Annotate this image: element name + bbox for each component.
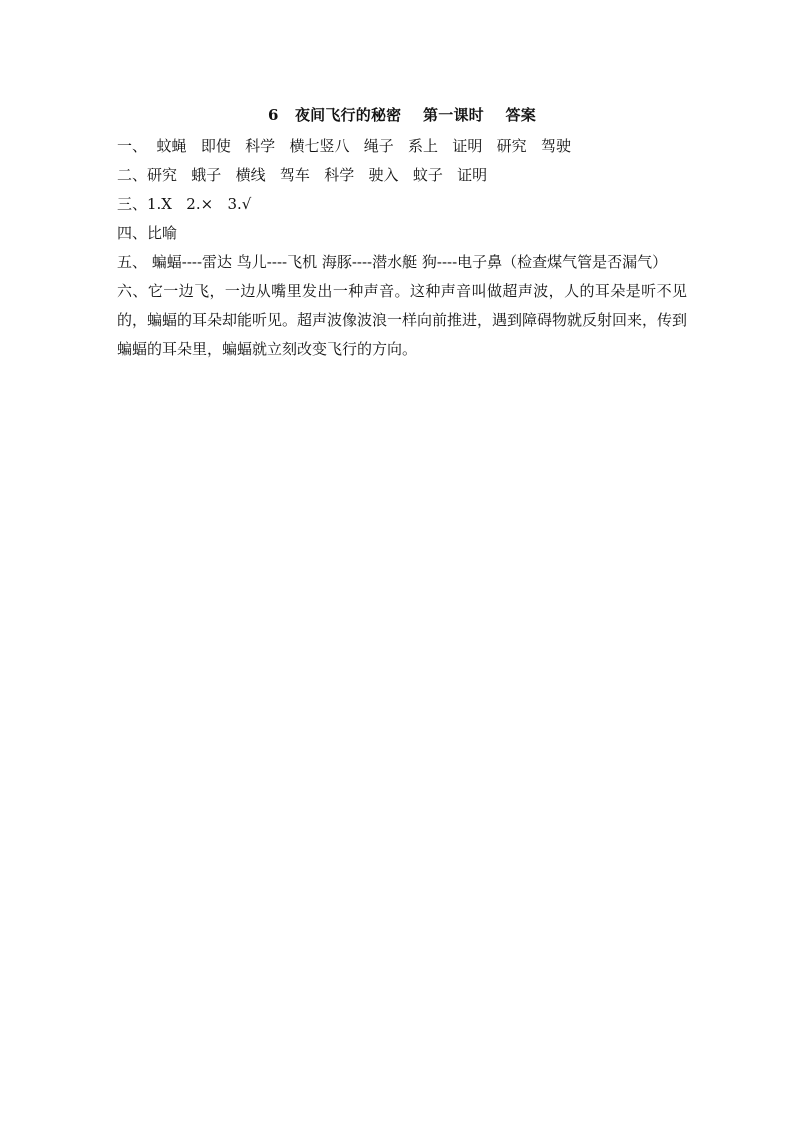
answer-line-1: 一、 蚊蝇 即使 科学 横七竖八 绳子 系上 证明 研究 驾驶 bbox=[117, 137, 571, 155]
answer-line-3: 三、1.X 2.× 3.√ bbox=[117, 195, 252, 213]
answer-paragraph-6: 六、它一边飞，一边从嘴里发出一种声音。这种声音叫做超声波，人的耳朵是听不见的，蝙蝠的耳朵却能听见。超声波像波浪一样向前推进，遇到障碍物就反射回来，传到蝙蝠的耳朵里，蝙蝠就立刻改变飞行的方向。 bbox=[117, 282, 688, 358]
answer-line-2: 二、研究 蛾子 横线 驾车 科学 驶入 蚊子 证明 bbox=[117, 166, 488, 184]
answer-content bbox=[117, 103, 687, 364]
answer-line-4: 四、比喻 bbox=[117, 224, 178, 242]
answer-paragraph-5: 五、 蝙蝠----雷达 鸟儿----飞机 海豚----潜水艇 狗----电子鼻（检查煤气管是否漏气） bbox=[117, 253, 668, 271]
document-title: 6 夜间飞行的秘密 第一课时 答案 bbox=[268, 106, 536, 124]
